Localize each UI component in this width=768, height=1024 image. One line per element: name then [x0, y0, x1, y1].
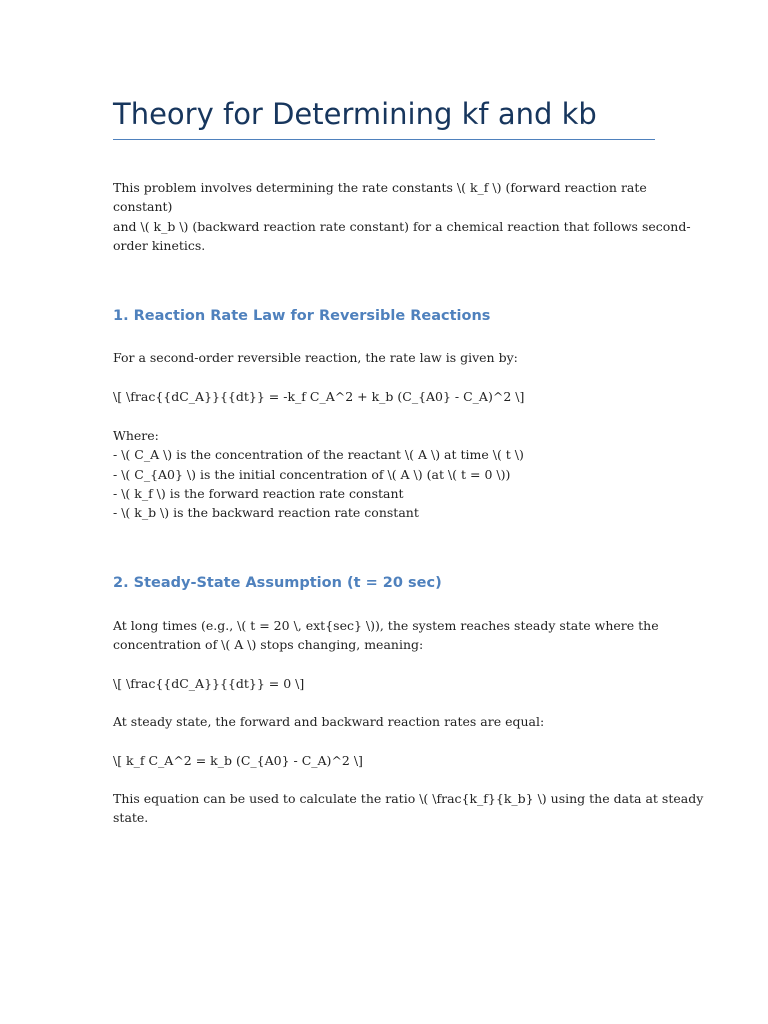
title-underline-divider — [113, 139, 655, 140]
section2-paragraph-1: At long times (e.g., \( t = 20 \, ext{sec} \)), the system reaches steady state where the concentration of \( A \) stops changing, meaning: — [113, 618, 659, 653]
section2-paragraph-3: This equation can be used to calculate the ratio \( \frac{k_f}{k_b} \) using the data at steady state. — [113, 791, 704, 826]
section2-paragraph-2: At steady state, the forward and backward reaction rates are equal: — [113, 714, 545, 729]
document-title: Theory for Determining kf and kb — [113, 97, 597, 131]
intro-line: constant) — [113, 199, 173, 215]
section1-intro: For a second-order reversible reaction, the rate law is given by: — [113, 350, 518, 365]
definition-item: - \( k_b \) is the backward reaction rate constant — [113, 505, 419, 521]
intro-paragraph — [113, 178, 691, 255]
definition-item: - \( k_f \) is the forward reaction rate constant — [113, 485, 404, 501]
intro-line: order kinetics. — [113, 237, 206, 253]
rate-balance-equation: \[ k_f C_A^2 = k_b (C_{A0} - C_A)^2 \] — [113, 753, 363, 768]
definitions-list — [113, 426, 655, 522]
steady-state-equation: \[ \frac{{dC_A}}{{dt}} = 0 \] — [113, 676, 305, 691]
section1-heading: 1. Reaction Rate Law for Reversible Reactions — [113, 308, 491, 324]
definition-item: - \( C_{A0} \) is the initial concentration of \( A \) (at \( t = 0 \)) — [113, 466, 511, 482]
where-label: Where: — [113, 428, 159, 443]
section2-heading: 2. Steady-State Assumption (t = 20 sec) — [113, 575, 442, 591]
intro-line: and \( k_b \) (backward reaction rate constant) for a chemical reaction that follows second- — [113, 218, 691, 234]
definition-item: - \( C_A \) is the concentration of the reactant \( A \) at time \( t \) — [113, 447, 524, 463]
intro-line: This problem involves determining the rate constants \( k_f \) (forward reaction rate — [113, 180, 647, 195]
rate-law-equation: \[ \frac{{dC_A}}{{dt}} = -k_f C_A^2 + k_b (C_{A0} - C_A)^2 \] — [113, 389, 525, 404]
